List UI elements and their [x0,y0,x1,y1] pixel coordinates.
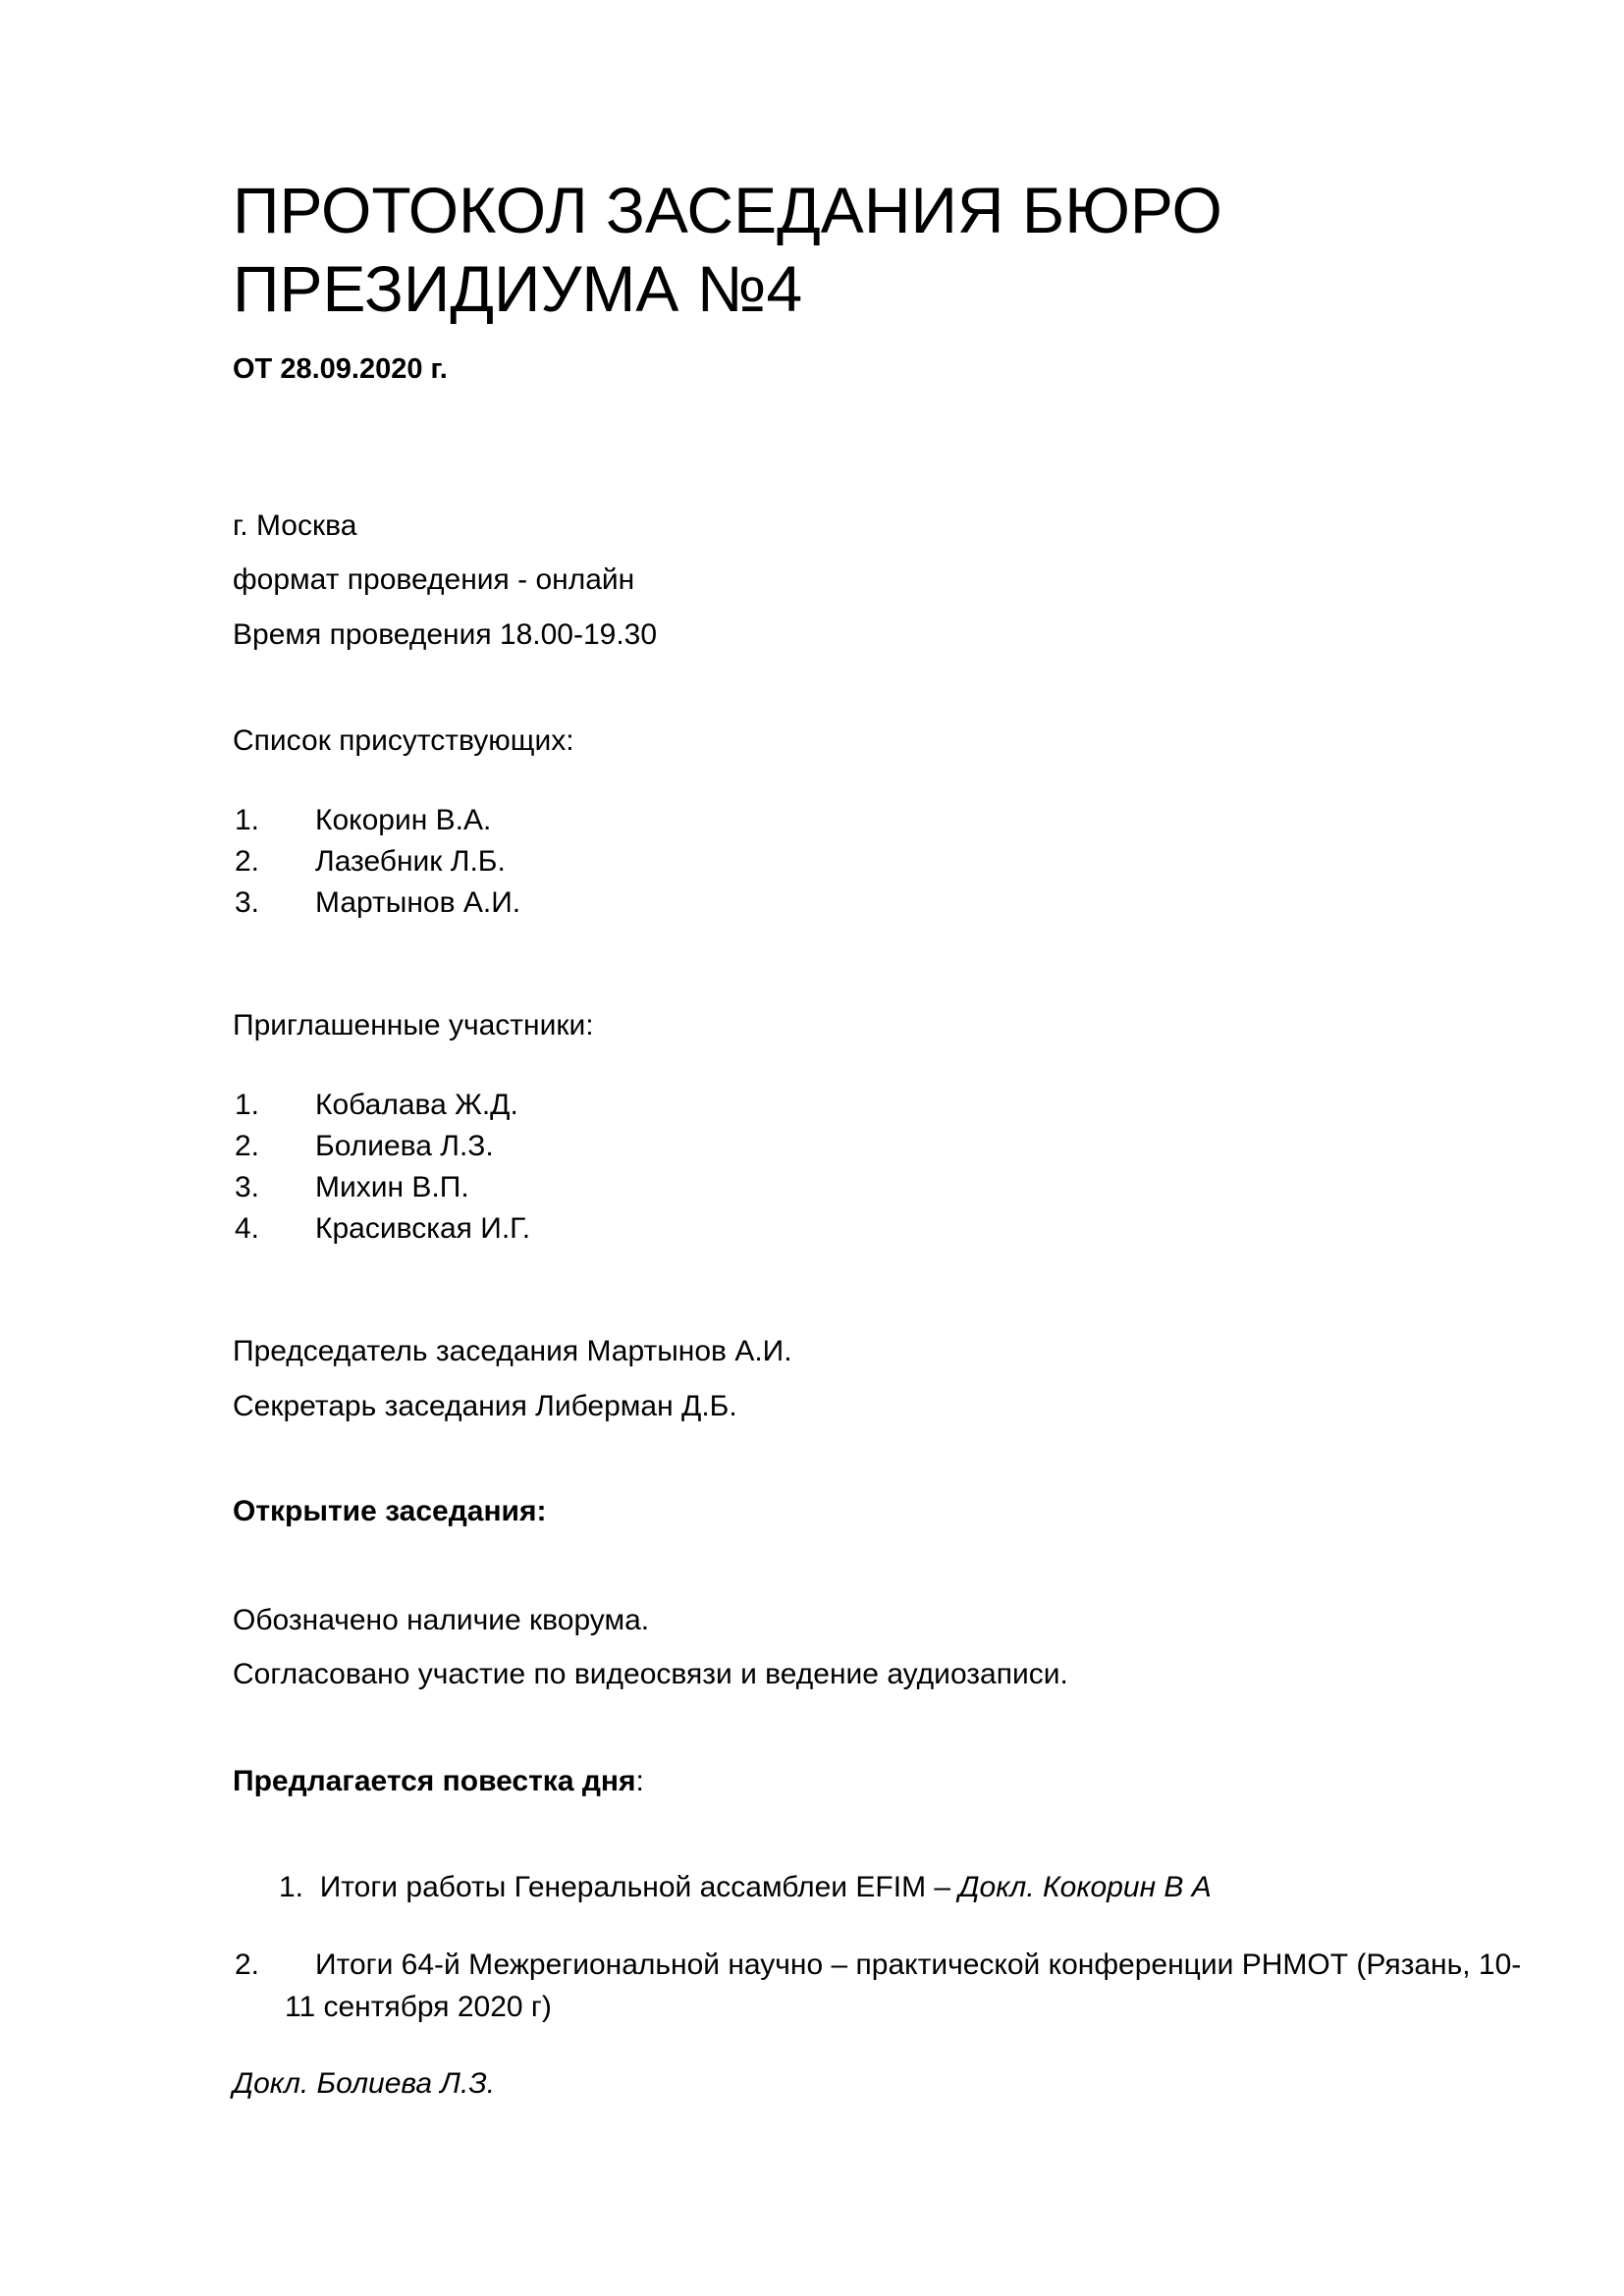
agenda-item-text-line-1: Итоги 64-й Межрегиональной научно – практической конференции РНМОТ (Рязань, 10- [315,1949,1522,1981]
agreed-line: Согласовано участие по видеосвязи и ведение аудиозаписи. [233,1658,1068,1690]
invited-number: 3. [235,1171,260,1203]
meeting-city: г. Москва [233,509,357,542]
attendee-name: Кокорин В.А. [315,804,492,836]
agenda-item-speaker: Докл. Болиева Л.З. [233,2067,496,2100]
attendee-name: Мартынов А.И. [315,886,521,919]
secretary-line: Секретарь заседания Либерман Д.Б. [233,1390,737,1422]
agenda-item-number: 1. [279,1871,304,1903]
invited-number: 1. [235,1089,260,1121]
quorum-line: Обозначено наличие кворума. [233,1604,650,1636]
invited-name: Болиева Л.З. [315,1130,494,1162]
invited-name: Кобалава Ж.Д. [315,1089,518,1121]
agenda-item-speaker: Докл. Кокорин В А [958,1871,1212,1903]
attendee-name: Лазебник Л.Б. [315,845,506,878]
opening-heading: Открытие заседания: [233,1495,547,1527]
agenda-item-text-line-2: 11 сентября 2020 г) [285,1991,552,2023]
invited-name: Красивская И.Г. [315,1212,531,1245]
invited-number: 4. [235,1212,260,1245]
meeting-time: Время проведения 18.00-19.30 [233,618,658,651]
agenda-heading [233,1764,644,1799]
chairman-line: Председатель заседания Мартынов А.И. [233,1335,792,1367]
title-line-1: ПРОТОКОЛ ЗАСЕДАНИЯ БЮРО [233,174,1222,246]
title-line-2: ПРЕЗИДИУМА №4 [233,252,803,325]
invited-number: 2. [235,1130,260,1162]
attendee-number: 2. [235,845,260,878]
invited-heading: Приглашенные участники: [233,1009,594,1041]
document-title [233,171,1222,328]
agenda-item-text: Итоги работы Генеральной ассамблеи EFIM – [319,1871,959,1903]
invited-name: Михин В.П. [315,1171,469,1203]
agenda-heading-text: Предлагается повестка дня [233,1765,636,1797]
document-date: ОТ 28.09.2020 г. [233,353,448,385]
agenda-item-number: 2. [235,1949,260,1981]
attendee-number: 1. [235,804,260,836]
agenda-item [279,1870,1212,1905]
agenda-heading-colon: : [635,1765,644,1797]
meeting-format: формат проведения - онлайн [233,563,635,596]
attendees-heading: Список присутствующих: [233,724,574,757]
attendee-number: 3. [235,886,260,919]
